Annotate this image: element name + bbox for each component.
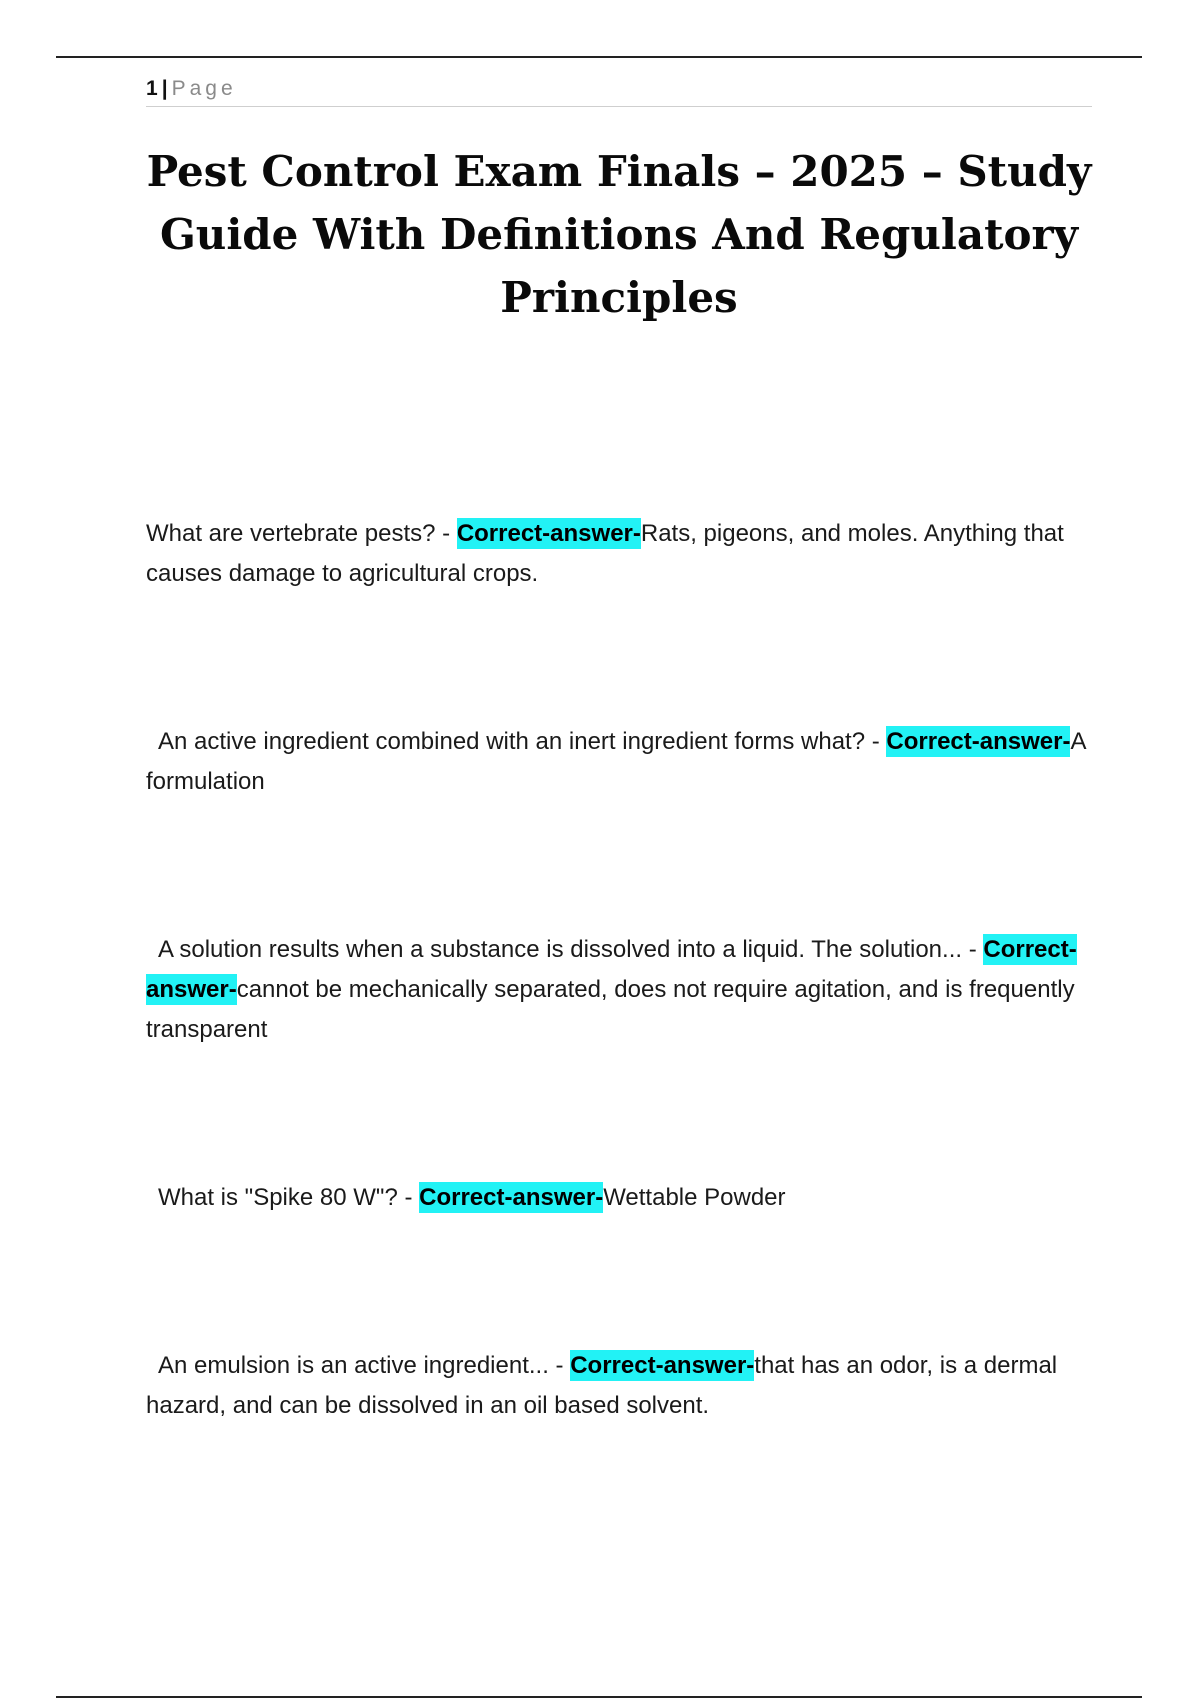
qa-item [146, 1178, 1092, 1218]
answer-text: Rats, pigeons, and moles. Anything that causes damage to agricultural crops. [146, 520, 1064, 587]
qa-item [146, 514, 1092, 594]
question-text: An active ingredient combined with an inert ingredient forms what? - [158, 728, 887, 755]
page-label: Page [171, 77, 237, 100]
question-text: What are vertebrate pests? - [146, 520, 457, 547]
document-title: Pest Control Exam Finals – 2025 – Study Guide With Definitions And Regulatory Principles [146, 147, 1092, 322]
question-text: An emulsion is an active ingredient... - [158, 1352, 571, 1379]
correct-answer-tag: Correct-answer- [456, 520, 641, 547]
qa-item [146, 722, 1092, 802]
answer-text: A formulation [146, 728, 1086, 795]
correct-answer-tag: Correct-answer- [570, 1352, 755, 1379]
bottom-rule [56, 1696, 1142, 1698]
answer-text: that has an odor, is a dermal hazard, and can be dissolved in an oil based solvent. [146, 1352, 1058, 1419]
qa-item [146, 1346, 1092, 1426]
question-text: A solution results when a substance is dissolved into a liquid. The solution... - [158, 936, 984, 963]
correct-answer-tag: Correct-answer- [886, 728, 1071, 755]
page-separator: | [161, 77, 168, 100]
page-header [146, 72, 1092, 107]
question-text: What is "Spike 80 W"? - [158, 1184, 420, 1211]
correct-answer-tag: Correct-answer- [146, 936, 1077, 1003]
page-number: 1 [146, 77, 158, 100]
top-rule [56, 56, 1142, 58]
answer-text: Wettable Powder [603, 1184, 786, 1211]
correct-answer-tag: Correct-answer- [419, 1184, 604, 1211]
answer-text: cannot be mechanically separated, does not require agitation, and is frequently transparent [146, 976, 1075, 1043]
qa-item [146, 930, 1092, 1050]
